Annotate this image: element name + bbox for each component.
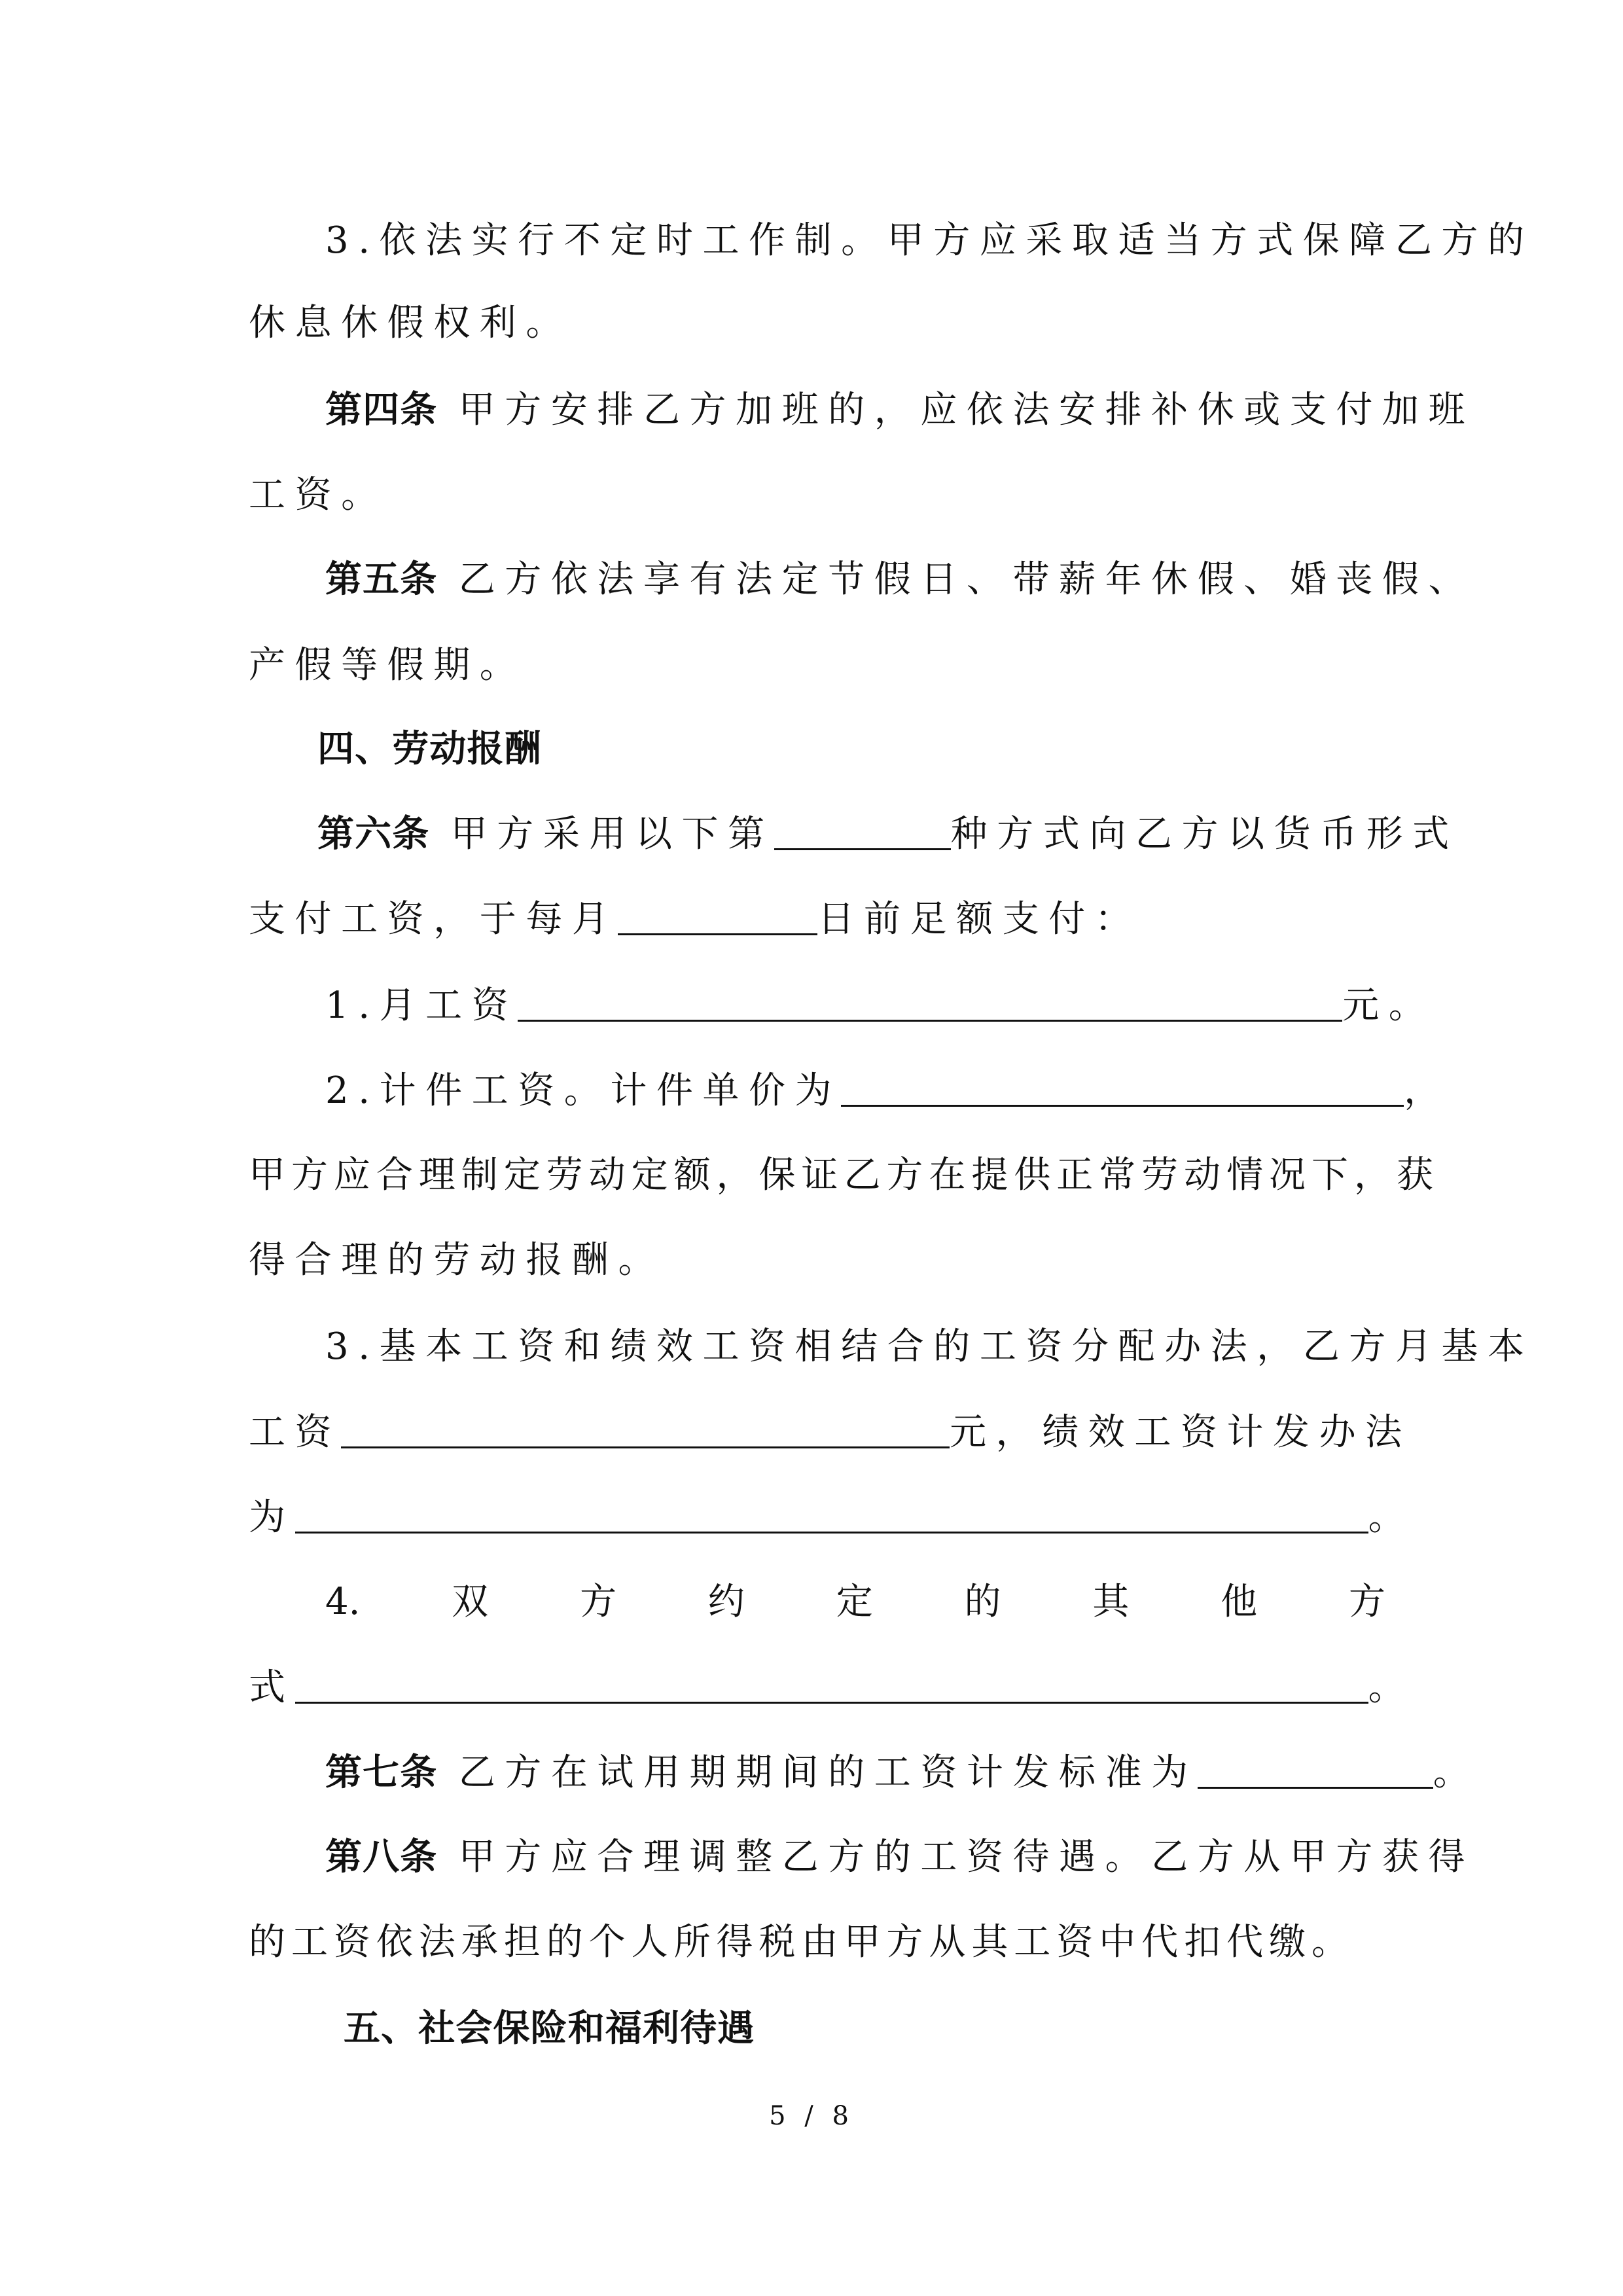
text: 定 [836,1581,873,1623]
blank-field [841,1072,1404,1107]
text: 为 [249,1496,295,1539]
article-8-line [325,1836,1475,1878]
text: 元。 [1342,984,1435,1027]
paragraph-line: 得合理的劳动报酬。 [249,1239,665,1282]
text: 元，绩效工资计发办法 [950,1411,1412,1454]
article-title: 第六条 [317,813,430,855]
text: 日前足额支付： [817,898,1141,941]
text: 他 [1221,1581,1258,1623]
item-4-line [325,1581,1385,1623]
paragraph-line: 甲方应合理制定劳动定额，保证乙方在提供正常劳动情况下，获 [249,1154,1439,1196]
text: 支付工资，于每月 [249,898,618,941]
text: 的 [964,1581,1001,1623]
section-heading: 四、劳动报酬 [317,728,542,770]
page-number: 5 / 8 [769,2101,854,2131]
paragraph-line [249,1666,1415,1709]
article-text: 甲方安排乙方加班的，应依法安排补休或支付加班 [437,389,1475,431]
text: 1.月工资 [325,984,518,1027]
article-6-line [317,813,1459,855]
text: 2.计件工资。计件单价为 [325,1069,842,1112]
blank-field [518,987,1342,1022]
text: 式 [249,1666,295,1709]
text: 约 [707,1581,745,1623]
paragraph-line [249,898,1141,941]
paragraph-line: 产假等假期。 [249,644,526,687]
text: 。 [1368,1496,1415,1539]
blank-field [295,1499,1368,1534]
paragraph-line [249,1496,1415,1539]
paragraph-line: 3.依法实行不定时工作制。甲方应采取适当方式保障乙方的 [325,219,1534,262]
paragraph-line [249,1411,1412,1454]
text: 工资 [249,1411,342,1454]
blank-field [341,1414,950,1448]
text: 方 [580,1581,617,1623]
text: 双 [452,1581,489,1623]
paragraph-line: 休息休假权利。 [249,302,572,344]
article-text: 乙方在试用期期间的工资计发标准为 [437,1751,1198,1794]
paragraph-line: 的工资依法承担的个人所得税由甲方从其工资中代扣代缴。 [249,1921,1354,1964]
article-title: 第五条 [325,558,438,601]
article-title: 第八条 [325,1836,438,1878]
article-title: 第四条 [325,389,438,431]
article-title: 第七条 [325,1751,438,1794]
article-text: 种方式向乙方以货币形式 [950,813,1459,855]
text: 方 [1348,1581,1385,1623]
article-4-line [325,389,1475,431]
article-text: 甲方应合理调整乙方的工资待遇。乙方从甲方获得 [437,1836,1475,1878]
item-3-line: 3.基本工资和绩效工资相结合的工资分配办法，乙方月基本 [325,1325,1534,1368]
item-1-line [325,984,1435,1027]
article-text: 乙方依法享有法定节假日、带薪年休假、婚丧假、 [437,558,1475,601]
text: 。 [1368,1666,1415,1709]
text: ， [1404,1069,1450,1112]
item-2-line [325,1069,1450,1112]
article-text: 甲方采用以下第 [429,813,774,855]
blank-field [1198,1754,1433,1789]
text: 其 [1092,1581,1130,1623]
blank-field [618,901,817,935]
article-7-line [325,1751,1480,1794]
text: 4. [325,1581,361,1623]
paragraph-line: 工资。 [249,474,387,516]
blank-field [774,816,951,850]
section-heading: 五、社会保险和福利待遇 [344,2007,755,2050]
article-5-line [325,558,1475,601]
blank-field [295,1669,1368,1704]
article-text: 。 [1433,1751,1480,1794]
